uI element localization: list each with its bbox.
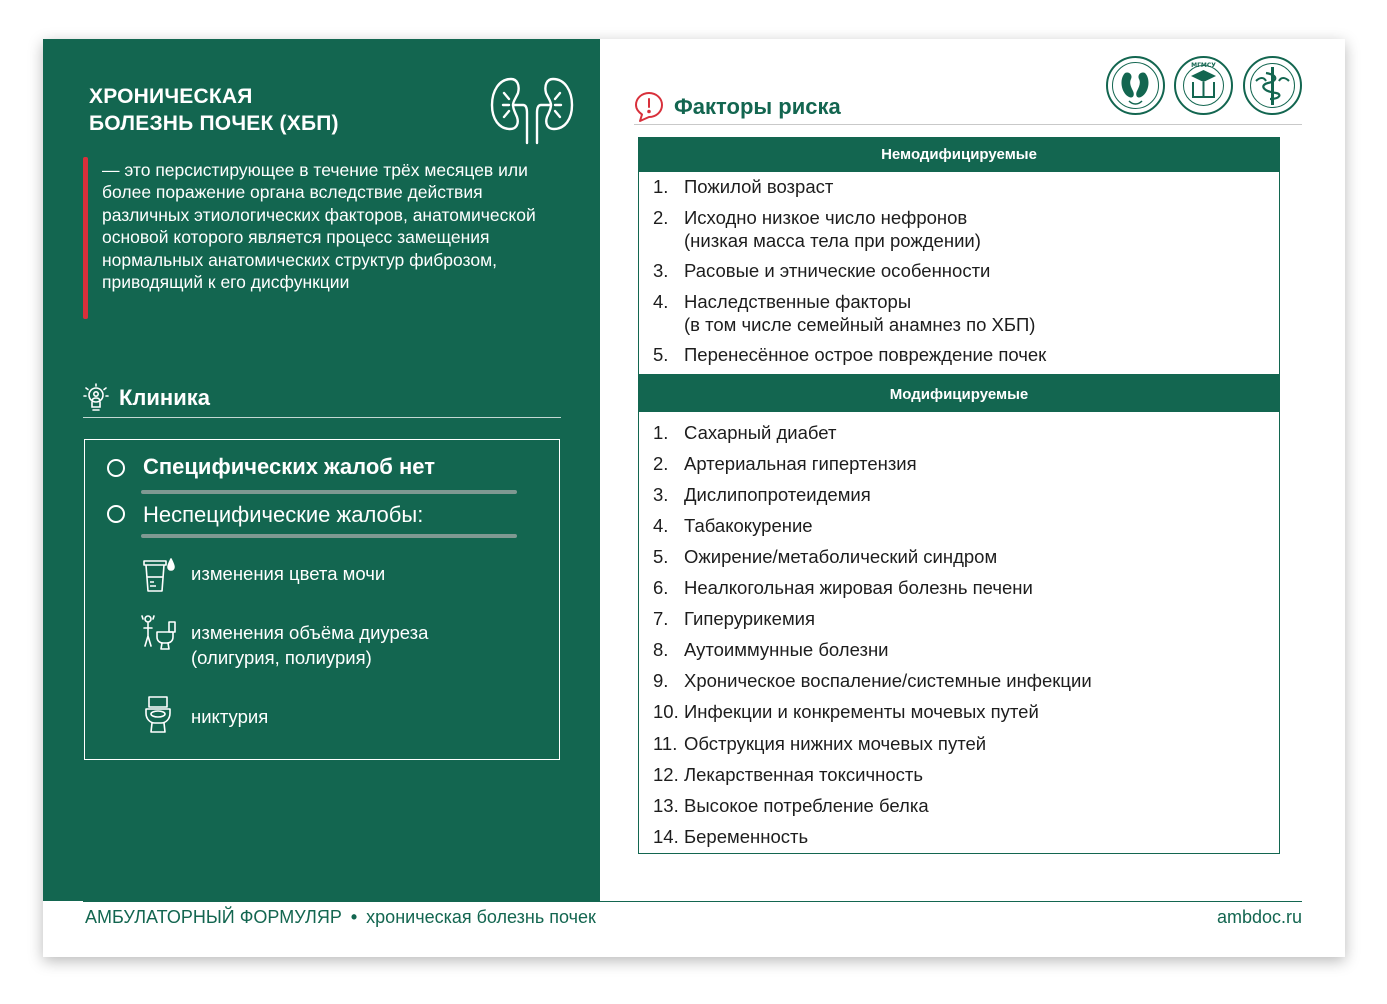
risk-heading-label: Факторы риска bbox=[674, 94, 841, 119]
mgmsu-logo-icon bbox=[1173, 55, 1234, 116]
footer-site-link[interactable]: ambdoc.ru bbox=[1216, 907, 1302, 927]
risk-item-number: 14. bbox=[653, 825, 679, 847]
kidneys-icon bbox=[489, 73, 575, 145]
risk-item-number: 2. bbox=[653, 453, 669, 475]
clinic-item-specific: Специфических жалоб нет bbox=[143, 454, 436, 479]
bullet-circle-icon bbox=[107, 459, 125, 477]
risk-item-number: 1. bbox=[653, 422, 669, 443]
toilet-man-icon bbox=[141, 614, 177, 654]
risk-item-text: Табакокурение bbox=[684, 515, 813, 537]
risk-item-text bbox=[684, 291, 1254, 336]
risk-factors-table bbox=[638, 137, 1280, 854]
footer-topic: хроническая болезнь почек bbox=[366, 907, 596, 927]
risk-item-text: Лекарственная токсичность bbox=[684, 763, 923, 785]
risk-item-number: 4. bbox=[653, 515, 669, 537]
risk-item-text bbox=[684, 260, 1254, 283]
risk-item-text: Дислипопротеидемия bbox=[684, 484, 871, 506]
risk-item-number: 11. bbox=[653, 732, 678, 754]
risk-divider bbox=[634, 124, 1302, 125]
title-line-2: БОЛЕЗНЬ ПОЧЕК (ХБП) bbox=[89, 112, 339, 135]
risk-item-text: Неалкогольная жировая болезнь печени bbox=[684, 577, 1033, 599]
urine-cup-icon bbox=[141, 555, 177, 595]
sub-item-urine-color bbox=[191, 561, 385, 586]
risk-item-number: 7. bbox=[653, 608, 669, 630]
risk-item-text: Гиперурикемия bbox=[684, 608, 816, 630]
bullet-circle-icon bbox=[107, 505, 125, 523]
alert-bubble-icon bbox=[634, 91, 664, 123]
risk-item-text: Беременность bbox=[684, 825, 809, 847]
toilet-icon bbox=[141, 695, 177, 735]
clinic-separator bbox=[141, 534, 517, 538]
risk-item-text: Хроническое воспаление/системные инфекции bbox=[684, 670, 1092, 692]
risk-item-line: (в том числе семейный анамнез по ХБП) bbox=[684, 313, 1036, 335]
modifiable-header: Модифицируемые bbox=[639, 374, 1279, 412]
risk-item-number: 2. bbox=[653, 207, 669, 228]
risk-item-number: 12. bbox=[653, 763, 679, 785]
clinic-item-nonspecific: Неспецифические жалобы: bbox=[143, 502, 424, 527]
definition-text: — это персистирующее в течение трёх месяцев или более поражение органа вследствие действия различных этиологических факторов, анатомической основой которого является процесс замещения нормальных анатомических структур фиброзом, приводящий к его дисфункции bbox=[102, 160, 536, 293]
risk-item-text: Высокое потребление белка bbox=[684, 794, 929, 816]
risk-item-text: Инфекции и конкременты мочевых путей bbox=[684, 701, 1039, 723]
risk-item-text: Сахарный диабет bbox=[684, 422, 837, 443]
sub-item-nocturia bbox=[191, 704, 268, 729]
risk-item-text: Обструкция нижних мочевых путей bbox=[684, 732, 987, 754]
society-logo-3-icon bbox=[1242, 55, 1303, 116]
clinic-heading-label: Клиника bbox=[119, 385, 210, 410]
risk-heading bbox=[634, 91, 841, 123]
risk-item-number: 3. bbox=[653, 260, 669, 281]
risk-item-text bbox=[684, 344, 1254, 367]
risk-item-number: 5. bbox=[653, 546, 669, 568]
risk-item-text: Артериальная гипертензия bbox=[684, 453, 917, 475]
clinic-divider bbox=[83, 417, 561, 418]
risk-item-number: 10. bbox=[653, 701, 679, 723]
risk-item-number: 5. bbox=[653, 344, 669, 365]
risk-item-number: 6. bbox=[653, 577, 669, 599]
risk-item-text bbox=[684, 207, 1254, 252]
footer-separator: • bbox=[350, 907, 358, 927]
formulary-card bbox=[43, 39, 1345, 957]
risk-item-number: 4. bbox=[653, 291, 669, 312]
risk-item-number: 1. bbox=[653, 176, 669, 197]
risk-item-text: Аутоиммунные болезни bbox=[684, 639, 889, 661]
risk-item-line: Пожилой возраст bbox=[684, 176, 834, 197]
clinic-separator bbox=[141, 490, 517, 494]
risk-item-line: Наследственные факторы bbox=[684, 291, 912, 312]
risk-item-number: 9. bbox=[653, 670, 669, 692]
sub-item-line: (олигурия, полиурия) bbox=[191, 647, 372, 668]
risk-item-line: Исходно низкое число нефронов bbox=[684, 207, 968, 228]
risk-item-text: Ожирение/метаболический синдром bbox=[684, 546, 998, 568]
risk-item-number: 13. bbox=[653, 794, 679, 816]
risk-item-number: 8. bbox=[653, 639, 669, 661]
non-modifiable-header: Немодифицируемые bbox=[639, 138, 1279, 172]
risk-item-line: Перенесённое острое повреждение почек bbox=[684, 344, 1047, 365]
mgmsu-logo-text: МГМСУ bbox=[1191, 62, 1216, 69]
risk-item-line: (низкая масса тела при рождении) bbox=[684, 229, 981, 251]
title-line-1: ХРОНИЧЕСКАЯ bbox=[89, 85, 253, 108]
risk-item-text bbox=[684, 176, 1254, 199]
doctor-bulb-icon bbox=[83, 383, 111, 413]
footer-brand-name: АМБУЛАТОРНЫЙ ФОРМУЛЯР bbox=[85, 907, 342, 927]
sub-item-diuresis bbox=[191, 620, 428, 670]
footer-divider bbox=[83, 901, 1302, 902]
risk-item-number: 3. bbox=[653, 484, 669, 506]
left-panel bbox=[43, 39, 600, 901]
risk-item-line: Расовые и этнические особенности bbox=[684, 260, 991, 281]
society-logo-1-icon bbox=[1105, 55, 1166, 116]
definition-accent-bar bbox=[83, 157, 88, 319]
sub-item-line: никтурия bbox=[191, 706, 269, 727]
clinic-box bbox=[84, 439, 560, 760]
page-title bbox=[89, 83, 419, 137]
sub-item-line: изменения цвета мочи bbox=[191, 563, 386, 584]
footer-brand bbox=[85, 907, 596, 928]
clinic-heading bbox=[83, 383, 210, 413]
partner-logos bbox=[1105, 55, 1303, 119]
sub-item-line: изменения объёма диуреза bbox=[191, 622, 429, 643]
